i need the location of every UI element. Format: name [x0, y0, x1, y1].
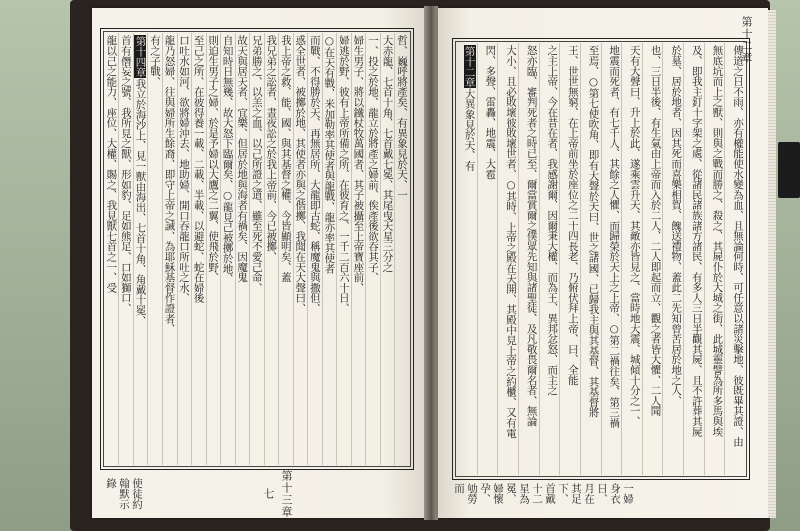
text-column: 怒亦臨、審判死者之時已至、爾當賞爾之僕眾先知與諸聖徒、及凡敬畏爾名者、無論 — [518, 43, 539, 475]
text-column: 傳道之日不雨、亦有權能使水變為血、且無論何時、可任意以諸災擊地、彼既畢其證、由 — [724, 43, 745, 475]
text-column: 閃、多聲、雷轟、地震、大雹 — [477, 43, 498, 475]
text-column: 及、即我主釘十字架之處、從諸民諸族諸方諸民、有多人三日半觀其屍、且不許葬其屍 — [683, 43, 704, 475]
text-column: 無底坑而上之獸、則與之戰而勝之、殺之、其屍仆於大城之街、此城靈譬為所多馬與埃 — [704, 43, 725, 475]
left-text-columns — [105, 33, 409, 465]
text-column: 之主上帝、今在昔在者、我感謝爾、因爾秉大權、而為王、異邦忿怒、而主之 — [539, 43, 560, 475]
text-column: 自知時日無幾、故大怒下臨爾矣、○龍見己被擲於地、 — [220, 33, 235, 465]
right-text-frame — [452, 38, 750, 480]
text-column: 口吐水如河、欲將婦沖去、地助婦、開口吞龍口所吐之水、 — [177, 33, 192, 465]
book-gutter — [424, 6, 438, 520]
column-text: 大異象見於天、有 — [463, 88, 476, 171]
text-column: 哲、巍呼將產矣、有異象見於天、一 — [394, 33, 409, 465]
text-column: 有之子戰、 — [147, 33, 162, 465]
right-text-columns — [457, 43, 745, 475]
left-margin-caption: 使徒約翰默示錄 — [105, 478, 143, 510]
right-page — [438, 8, 768, 518]
bookmark-tab — [778, 142, 800, 198]
text-column: 而戰、不得勝於天、再無居所、大龍即古蛇、稱魔鬼與撒但、 — [307, 33, 322, 465]
page-edges — [768, 10, 776, 518]
chapter-heading: 第十二章 — [463, 46, 476, 88]
text-column: 惑全世者、被擲於地、其使者亦與之偕擲、我聞在天大聲曰、 — [293, 33, 308, 465]
text-column: 我上帝之救、能、國、與其基督之權、今皆顯明矣、蓋 — [278, 33, 293, 465]
text-column: 一、投之於地、龍立於將產之婦前、俟產後欲吞其子、 — [365, 33, 380, 465]
left-folio-number: 七 — [262, 488, 275, 500]
text-column — [133, 33, 148, 465]
text-column: 於墓、居於地者、因其死而喜樂相賀、餽送禮物、蓋此二先知曾苦居於地之人、 — [662, 43, 683, 475]
right-margin-caption: 一婦身衣日、月在其足下、首戴十二星為冕、婦懷孕、劬勞而 — [453, 483, 634, 504]
text-column: 至己之所、在彼得養一載、二載、半載、以避蛇、蛇在婦後 — [191, 33, 206, 465]
text-column: 婦生男子、將以鐵杖牧萬國者、其子被攝至上帝寶座前、 — [351, 33, 366, 465]
left-folio-chapter: 第十三章 — [280, 470, 293, 518]
right-folio-chapter: 第十二章 — [740, 16, 753, 64]
text-column: 兄弟勝之、以羔之血、以己所證之道、雖至死不愛己命、 — [249, 33, 264, 465]
column-text: 我立於海沙上、見一獸由海出、七首十角、角戴十冕、 — [134, 78, 147, 326]
text-column: 我兄弟之訟者、晝夜訟之於我上帝前、今已被擲、 — [264, 33, 279, 465]
text-column: 至焉、○第七使吹角、即有大聲於天曰、世之諸國、已歸我主與其基督、其基督將 — [580, 43, 601, 475]
text-column: 故天與居天者、宜樂、但居於地與海者有禍矣、因魔鬼 — [235, 33, 250, 465]
text-column: 婦逃於野、彼有上帝所備之所、在彼育之、一千二百六十日、 — [336, 33, 351, 465]
left-page — [92, 8, 424, 518]
text-column: 則迫生男子之婦、於是予婦以大鷹之二翼、使飛於野、 — [206, 33, 221, 465]
text-column: 王、世世無窮、在上帝前坐於座位之二十四長老、乃俯伏拜上帝、曰、全能 — [559, 43, 580, 475]
text-column: 天有大聲曰、升上於此、遂乘雲升天、其敵亦皆見之、當時地大震、城傾十分之一、 — [621, 43, 642, 475]
text-column: 也、三日半後、有生氣由上帝而入於二人、二人即起而立、觀之者皆大懼、二人聞 — [642, 43, 663, 475]
text-column: 大赤龍、七首十角、七首戴七冕、其尾曳天星三分之 — [380, 33, 395, 465]
left-text-frame — [100, 28, 414, 470]
text-column: 龍以己之能力、座位、大權、賜之、我見獸七首之一、受 — [105, 35, 118, 293]
chapter-heading: 第十四章 — [134, 36, 147, 78]
text-column: 大小、且必敗壞彼敗壞世者、○其時、上帝之殿在天開、其殿中見上帝之約櫃、又有電 — [497, 43, 518, 475]
text-column: 龍乃怒婦、往與婦所生餘裔、即守上帝之誡、為耶穌基督作證者、 — [162, 33, 177, 465]
text-column: 地震而死者、有七千人、其餘之人懼、而歸榮於天上之上帝、○第二禍往矣、第三禍 — [601, 43, 622, 475]
text-column: 首有僭妄之號、我所見之獸、形如豹、足如熊足、口如獅口、 — [118, 33, 133, 465]
text-column: ○在天有戰、米加勒率其使者與龍戰、龍亦率其使者 — [322, 33, 337, 465]
text-column — [457, 43, 477, 475]
